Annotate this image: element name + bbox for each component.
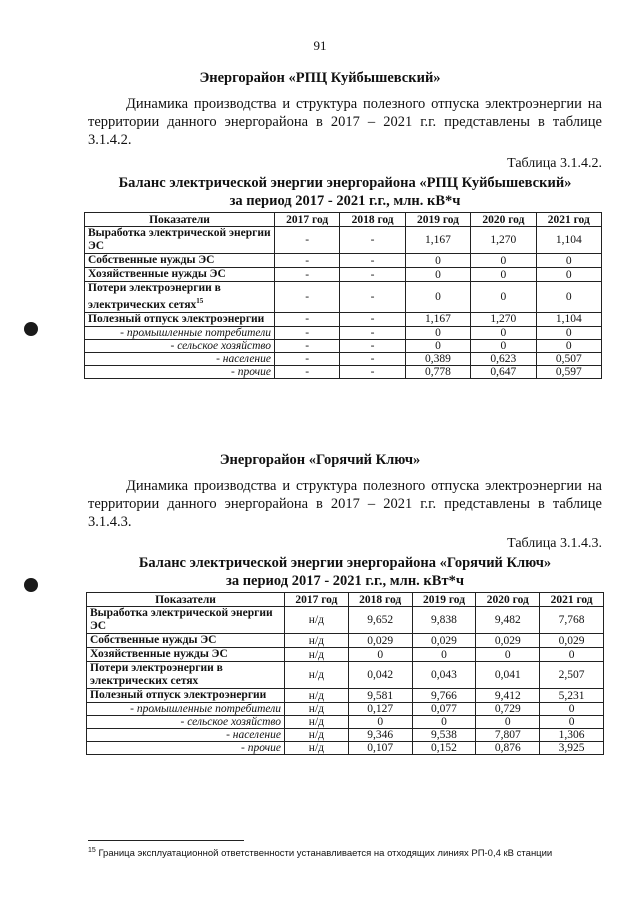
section-paragraph-goryachiy-klyuch: Динамика производства и структура полезного отпуска электроэнергии на территории данного энергорайона в 2017 – 2021 г.г. представлены в таблице 3.1.4.3. [88, 478, 602, 530]
column-header-year: 2021 год [536, 213, 601, 227]
value-cell: - [340, 365, 405, 378]
table-number: Таблица 3.1.4.3. [507, 536, 602, 551]
value-cell: - [340, 312, 405, 326]
table-row [87, 742, 604, 755]
row-label [85, 339, 275, 352]
value-cell: 0 [536, 268, 601, 282]
section-heading-kuibyshevsky: Энергорайон «РПЦ Куйбышевский» [199, 70, 441, 86]
value-cell: 0 [412, 648, 476, 662]
value-cell: - [275, 365, 340, 378]
table-caption [80, 554, 610, 590]
value-cell: 0,778 [405, 365, 470, 378]
page-number: 91 [313, 38, 327, 53]
table-header-row [85, 213, 602, 227]
row-label [85, 282, 275, 313]
value-cell: 0,729 [476, 703, 540, 716]
table-row [85, 339, 602, 352]
value-cell: 1,104 [536, 312, 601, 326]
row-label [87, 607, 285, 634]
row-label-text: Полезный отпуск электроэнергии [88, 312, 265, 325]
value-cell: - [275, 282, 340, 313]
value-cell: - [275, 268, 340, 282]
column-header-indicator: Показатели [85, 213, 275, 227]
value-cell: н/д [285, 634, 349, 648]
row-label-text: Выработка электрической энергии ЭС [90, 607, 273, 632]
value-cell: 0 [476, 716, 540, 729]
footnote-mark: 15 [88, 847, 96, 854]
value-cell: 9,652 [348, 607, 412, 634]
value-cell: 3,925 [540, 742, 604, 755]
value-cell: 0 [405, 254, 470, 268]
value-cell: 1,270 [471, 227, 536, 254]
row-label-text: Хозяйственные нужды ЭС [88, 268, 226, 280]
value-cell: н/д [285, 689, 349, 703]
value-cell: 1,167 [405, 312, 470, 326]
table-row [87, 662, 604, 689]
value-cell: 0,389 [405, 352, 470, 365]
row-label [85, 365, 275, 378]
row-label [87, 662, 285, 689]
value-cell: - [340, 326, 405, 339]
value-cell: 0,029 [412, 634, 476, 648]
value-cell: 1,167 [405, 227, 470, 254]
row-label [87, 634, 285, 648]
column-header-indicator: Показатели [87, 593, 285, 607]
value-cell: 1,104 [536, 227, 601, 254]
footnote-ref: 15 [196, 297, 204, 305]
value-cell: 0 [348, 716, 412, 729]
row-label [85, 326, 275, 339]
row-label-text: Собственные нужды ЭС [88, 254, 215, 266]
value-cell: 9,346 [348, 729, 412, 742]
row-label-text: Потери электроэнергии в электрических сетях [90, 662, 223, 687]
column-header-year: 2020 год [471, 213, 536, 227]
row-label-text: Полезный отпуск электроэнергии [90, 689, 267, 701]
value-cell: 0 [412, 716, 476, 729]
row-label-text: Потери электроэнергии в электрических сетях [88, 282, 221, 311]
caption-line-2: за период 2017 - 2021 г.г., млн. кВт*ч [226, 573, 464, 589]
value-cell: 0,043 [412, 662, 476, 689]
value-cell: 5,231 [540, 689, 604, 703]
value-cell: 0 [540, 648, 604, 662]
table-row [87, 703, 604, 716]
row-label-text: - сельское хозяйство [180, 716, 281, 728]
value-cell: 0 [476, 648, 540, 662]
row-label-text: Выработка электрической энергии ЭС [88, 227, 271, 252]
value-cell: - [275, 339, 340, 352]
value-cell: 0,042 [348, 662, 412, 689]
row-label [87, 689, 285, 703]
row-label [87, 703, 285, 716]
value-cell: 0 [536, 326, 601, 339]
caption-line-1: Баланс электрической энергии энергорайона «Горячий Ключ» [138, 555, 552, 571]
row-label-text: Собственные нужды ЭС [90, 634, 217, 646]
balance-table-kuibyshevsky [84, 212, 602, 379]
value-cell: н/д [285, 703, 349, 716]
row-label-text: - сельское хозяйство [170, 339, 271, 352]
value-cell: н/д [285, 742, 349, 755]
value-cell: 0 [405, 326, 470, 339]
value-cell: - [340, 339, 405, 352]
value-cell: н/д [285, 648, 349, 662]
row-label [87, 648, 285, 662]
table-row [85, 352, 602, 365]
table-header-row [87, 593, 604, 607]
value-cell: н/д [285, 716, 349, 729]
column-header-year: 2017 год [275, 213, 340, 227]
column-header-year: 2019 год [412, 593, 476, 607]
value-cell: - [275, 352, 340, 365]
row-label-text: - население [216, 352, 271, 365]
value-cell: 0 [471, 326, 536, 339]
row-label [85, 352, 275, 365]
value-cell: 9,482 [476, 607, 540, 634]
row-label-text: - прочие [231, 365, 271, 378]
table-row [87, 634, 604, 648]
value-cell: - [275, 227, 340, 254]
value-cell: 0 [405, 268, 470, 282]
caption-line-1: Баланс электрической энергии энергорайона «РПЦ Куйбышевский» [118, 175, 572, 191]
column-header-year: 2018 год [340, 213, 405, 227]
footnote [88, 847, 552, 859]
balance-table-goryachiy-klyuch [86, 592, 604, 755]
value-cell: 1,306 [540, 729, 604, 742]
value-cell: - [340, 268, 405, 282]
value-cell: 0,876 [476, 742, 540, 755]
value-cell: 9,838 [412, 607, 476, 634]
table-row [85, 254, 602, 268]
value-cell: 7,768 [540, 607, 604, 634]
row-label-text: - население [226, 729, 281, 741]
section-paragraph-kuibyshevsky: Динамика производства и структура полезного отпуска электроэнергии на территории данного энергорайона в 2017 – 2021 г.г. представлены в таблице 3.1.4.2. [88, 96, 602, 148]
table-row [85, 312, 602, 326]
table-row [87, 689, 604, 703]
value-cell: 0,029 [476, 634, 540, 648]
value-cell: 0,152 [412, 742, 476, 755]
binder-hole [24, 322, 38, 336]
value-cell: - [275, 254, 340, 268]
value-cell: 0 [471, 282, 536, 313]
value-cell: 9,412 [476, 689, 540, 703]
value-cell: 0,647 [471, 365, 536, 378]
value-cell: 9,766 [412, 689, 476, 703]
value-cell: - [340, 282, 405, 313]
row-label-text: - прочие [241, 742, 281, 754]
binder-hole [24, 578, 38, 592]
value-cell: 0,029 [348, 634, 412, 648]
value-cell: 0 [536, 339, 601, 352]
value-cell: 0 [348, 648, 412, 662]
value-cell: 0,029 [540, 634, 604, 648]
value-cell: 0 [536, 254, 601, 268]
row-label [85, 268, 275, 282]
row-label-text: - промышленные потребители [120, 326, 271, 339]
row-label [87, 729, 285, 742]
table-caption [80, 174, 610, 210]
value-cell: - [340, 254, 405, 268]
value-cell: 0,507 [536, 352, 601, 365]
value-cell: н/д [285, 729, 349, 742]
value-cell: 0 [471, 268, 536, 282]
value-cell: 9,538 [412, 729, 476, 742]
value-cell: 0 [405, 339, 470, 352]
row-label [85, 254, 275, 268]
table-row [85, 365, 602, 378]
footnote-separator [88, 840, 244, 841]
column-header-year: 2017 год [285, 593, 349, 607]
table-row [85, 282, 602, 313]
value-cell: н/д [285, 607, 349, 634]
table-row [87, 716, 604, 729]
table-number: Таблица 3.1.4.2. [507, 156, 602, 171]
column-header-year: 2018 год [348, 593, 412, 607]
table-row [87, 648, 604, 662]
value-cell: 0,041 [476, 662, 540, 689]
caption-line-2: за период 2017 - 2021 г.г., млн. кВ*ч [229, 193, 461, 209]
value-cell: 0 [471, 254, 536, 268]
value-cell: - [275, 312, 340, 326]
row-label [85, 312, 275, 326]
value-cell: 0,623 [471, 352, 536, 365]
table-row [87, 607, 604, 634]
value-cell: 0 [540, 703, 604, 716]
row-label-text: Хозяйственные нужды ЭС [90, 648, 228, 660]
table-row [85, 268, 602, 282]
value-cell: 0 [405, 282, 470, 313]
value-cell: 0 [471, 339, 536, 352]
value-cell: 2,507 [540, 662, 604, 689]
table-row [85, 227, 602, 254]
value-cell: - [340, 227, 405, 254]
row-label [85, 227, 275, 254]
value-cell: 7,807 [476, 729, 540, 742]
section-heading-goryachiy-klyuch: Энергорайон «Горячий Ключ» [219, 452, 421, 468]
value-cell: 0 [536, 282, 601, 313]
table-row [87, 729, 604, 742]
value-cell: 0,127 [348, 703, 412, 716]
value-cell: 0 [540, 716, 604, 729]
value-cell: 9,581 [348, 689, 412, 703]
column-header-year: 2019 год [405, 213, 470, 227]
value-cell: 1,270 [471, 312, 536, 326]
footnote-text: Граница эксплуатационной ответственности устанавливается на отходящих линиях РП-0,4 кВ станции [98, 848, 553, 860]
row-label [87, 742, 285, 755]
column-header-year: 2020 год [476, 593, 540, 607]
value-cell: - [275, 326, 340, 339]
column-header-year: 2021 год [540, 593, 604, 607]
value-cell: 0,107 [348, 742, 412, 755]
value-cell: 0,597 [536, 365, 601, 378]
row-label-text: - промышленные потребители [130, 703, 281, 715]
value-cell: - [340, 352, 405, 365]
value-cell: 0,077 [412, 703, 476, 716]
table-row [85, 326, 602, 339]
value-cell: н/д [285, 662, 349, 689]
row-label [87, 716, 285, 729]
